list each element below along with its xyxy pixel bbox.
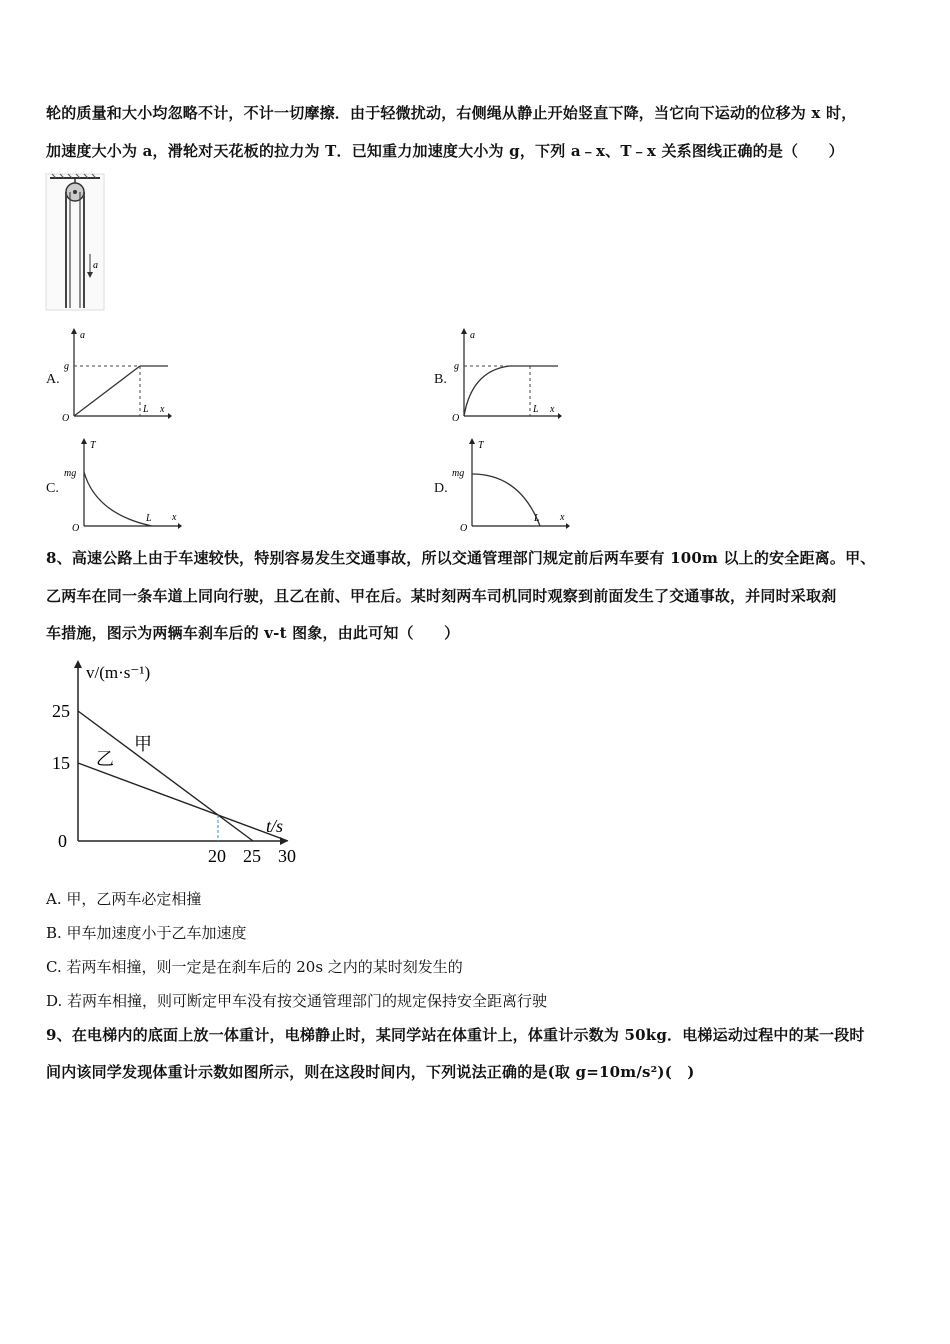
- x-axis-label: t/s: [266, 816, 284, 836]
- q8-option-c[interactable]: C. 若两车相撞，则一定是在刹车后的 20s 之内的某时刻发生的: [46, 958, 463, 976]
- x-tick-label: 25: [243, 846, 261, 866]
- x-label: x: [560, 512, 565, 523]
- q7-text-line-2: 加速度大小为 a，滑轮对天花板的拉力为 T．已知重力加速度大小为 g，下列 a﹣x、T﹣x 关系图线正确的是（ ）: [46, 142, 844, 160]
- option-d-graph: [450, 434, 572, 532]
- q8-option-b[interactable]: B. 甲车加速度小于乙车加速度: [46, 924, 247, 942]
- origin-label: O: [72, 523, 80, 532]
- y-tick-label: 15: [52, 753, 70, 773]
- x-tick-label: 30: [278, 846, 296, 866]
- option-a-graph: [60, 326, 172, 422]
- L-label: L: [533, 404, 539, 415]
- y-tick-label: 25: [52, 701, 70, 721]
- g-label: g: [64, 361, 69, 372]
- L-label: L: [146, 513, 152, 524]
- origin-label: O: [460, 523, 468, 532]
- x-label: x: [172, 512, 177, 523]
- q9-text-line-2: 间内该同学发现体重计示数如图所示，则在这段时间内，下列说法正确的是(取 g=10m/s²)( ): [46, 1063, 695, 1081]
- origin-label: O: [62, 413, 70, 422]
- option-b-graph: [450, 326, 562, 422]
- q9-text-line-1: 9、在电梯内的底面上放一体重计，电梯静止时，某同学站在体重计上，体重计示数为 50kg．电梯运动过程中的某一段时: [46, 1026, 865, 1044]
- axis-a-label: a: [80, 330, 85, 341]
- vt-labels: [52, 663, 296, 866]
- pulley-arrow-label: a: [93, 260, 98, 271]
- x-label: x: [550, 404, 555, 415]
- vt-chart: [40, 652, 300, 872]
- mg-label: mg: [452, 468, 465, 479]
- q8-option-d[interactable]: D. 若两车相撞，则可断定甲车没有按交通管理部门的规定保持安全距离行驶: [46, 992, 548, 1010]
- option-a-label[interactable]: A.: [46, 372, 60, 387]
- L-label: L: [534, 513, 540, 524]
- series-label-jia: 甲: [134, 734, 152, 754]
- option-c-graph: [62, 434, 184, 532]
- x-tick-label: 20: [208, 846, 226, 866]
- series-line-yi: [78, 763, 288, 841]
- option-d-label[interactable]: D.: [434, 481, 448, 496]
- y-axis-arrow: [74, 660, 82, 668]
- q8-text-line-1: 8、高速公路上由于车速较快，特别容易发生交通事故，所以交通管理部门规定前后两车要有 100m 以上的安全距离。甲、: [46, 549, 876, 567]
- q7-text-line-1: 轮的质量和大小均忽略不计，不计一切摩擦．由于轻微扰动，右侧绳从静止开始竖直下降，当它向下运动的位移为 x 时，: [46, 104, 857, 122]
- axis-T-label: T: [478, 440, 484, 451]
- series-label-yi: 乙: [96, 749, 114, 769]
- mg-label: mg: [64, 468, 77, 479]
- L-label: L: [143, 404, 149, 415]
- series-line-jia: [78, 711, 253, 841]
- pulley-figure: [44, 172, 106, 312]
- option-c-label[interactable]: C.: [46, 481, 59, 496]
- axis-T-label: T: [90, 440, 96, 451]
- g-label: g: [454, 361, 459, 372]
- origin-label: 0: [58, 831, 67, 851]
- q8-text-line-2: 乙两车在同一条车道上同向行驶，且乙在前、甲在后。某时刻两车司机同时观察到前面发生了交通事故，并同时采取刹: [46, 587, 837, 605]
- q8-option-a[interactable]: A. 甲，乙两车必定相撞: [46, 890, 202, 908]
- x-label: x: [160, 404, 165, 415]
- q8-text-line-3: 车措施，图示为两辆车刹车后的 v-t 图象，由此可知（ ）: [46, 624, 460, 642]
- option-b-label[interactable]: B.: [434, 372, 447, 387]
- axis-a-label: a: [470, 330, 475, 341]
- vt-series: [78, 711, 288, 841]
- y-axis-label: v/(m·s⁻¹): [86, 663, 151, 682]
- origin-label: O: [452, 413, 460, 422]
